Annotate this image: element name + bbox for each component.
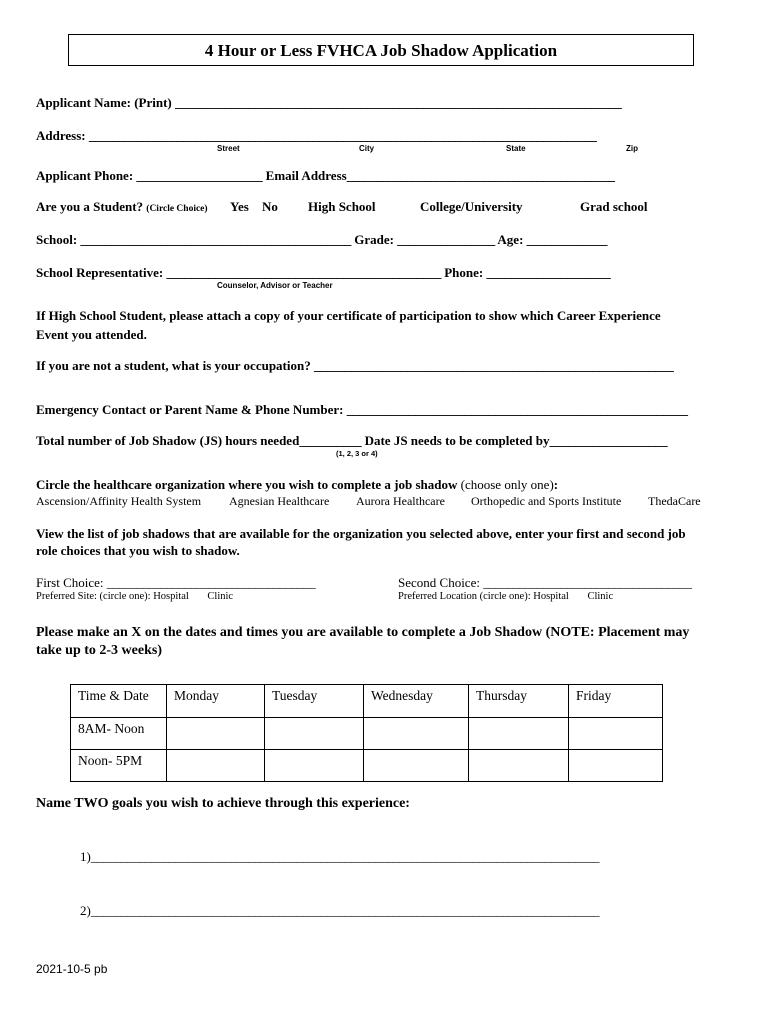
org-option-orthopedic[interactable]: Orthopedic and Sports Institute: [471, 494, 622, 508]
student-option-high-school[interactable]: High School: [308, 199, 376, 214]
table-row: [71, 750, 663, 782]
student-option-yes[interactable]: Yes: [230, 199, 249, 214]
goal-1: [80, 849, 599, 865]
address-row: [36, 128, 596, 144]
age-field[interactable]: _____________: [526, 232, 608, 247]
table-row: [71, 718, 663, 750]
email-field[interactable]: _____________________________________________: [346, 168, 615, 183]
student-option-no[interactable]: No: [262, 199, 278, 214]
view-list-line1: View the list of job shadows that are available for the organization you selected above, enter your first and second job: [36, 526, 686, 541]
goal-2-number: 2): [80, 903, 91, 918]
header-time-date: Time & Date: [71, 685, 167, 718]
cell-monday-morning[interactable]: [167, 718, 265, 750]
school-rep-caption: Counselor, Advisor or Teacher: [217, 281, 333, 290]
org-option-aurora[interactable]: Aurora Healthcare: [356, 494, 445, 508]
org-option-thedacare[interactable]: ThedaCare: [648, 494, 701, 508]
rep-phone-label: Phone:: [444, 265, 484, 280]
second-choice-field[interactable]: ___________________________________: [483, 575, 692, 590]
grade-label: Grade:: [354, 232, 394, 247]
header-thursday: Thursday: [469, 685, 569, 718]
org-option-ascension[interactable]: Ascension/Affinity Health System: [36, 494, 202, 508]
goal-1-number: 1): [80, 849, 91, 864]
school-rep-label: School Representative:: [36, 265, 164, 280]
address-state-caption: State: [506, 144, 526, 153]
first-choice-field[interactable]: ___________________________________: [106, 575, 316, 590]
hours-label: Total number of Job Shadow (JS) hours needed: [36, 433, 300, 448]
emergency-label: Emergency Contact or Parent Name & Phone Number:: [36, 402, 344, 417]
hs-note-line1: If High School Student, please attach a copy of your certificate of participation to show which Career Experience: [36, 308, 661, 323]
emergency-field[interactable]: _______________________________________________________: [346, 402, 688, 417]
school-rep-field[interactable]: _____________________________________________: [166, 265, 441, 280]
first-choice-row: [36, 575, 315, 591]
completion-date-field[interactable]: ___________________: [549, 433, 668, 448]
address-street-caption: Street: [217, 144, 240, 153]
grade-field[interactable]: ________________: [397, 232, 495, 247]
header-friday: Friday: [569, 685, 663, 718]
occupation-field[interactable]: __________________________________________________________: [313, 358, 674, 373]
first-choice-label: First Choice:: [36, 575, 104, 590]
school-row: [36, 232, 607, 248]
email-label: Email Address: [265, 168, 347, 183]
address-zip-caption: Zip: [626, 144, 638, 153]
cell-wednesday-morning[interactable]: [364, 718, 469, 750]
applicant-name-field[interactable]: ________________________________________________________________________: [175, 95, 622, 110]
address-city-caption: City: [359, 144, 375, 153]
cell-thursday-afternoon[interactable]: [469, 750, 569, 782]
applicant-phone-field[interactable]: ____________________: [136, 168, 263, 183]
header-wednesday: Wednesday: [364, 685, 469, 718]
second-choice-location: [398, 591, 613, 602]
applicant-phone-label: Applicant Phone:: [36, 168, 134, 183]
view-list-line2: role choices that you wish to shadow.: [36, 543, 240, 558]
cell-tuesday-morning[interactable]: [265, 718, 364, 750]
cell-wednesday-afternoon[interactable]: [364, 750, 469, 782]
cell-thursday-morning[interactable]: [469, 718, 569, 750]
school-label: School:: [36, 232, 78, 247]
student-label: Are you a Student?: [36, 199, 144, 214]
cell-monday-afternoon[interactable]: [167, 750, 265, 782]
address-label: Address:: [36, 128, 86, 143]
goals-label: Name TWO goals you wish to achieve through this experience:: [36, 796, 410, 811]
occupation-label: If you are not a student, what is your occupation?: [36, 358, 311, 373]
second-choice-label: Second Choice:: [398, 575, 480, 590]
age-label: Age:: [497, 232, 524, 247]
hs-note-line2: Event you attended.: [36, 327, 147, 342]
row-label-morning: 8AM- Noon: [71, 718, 167, 750]
rep-phone-field[interactable]: ____________________: [486, 265, 611, 280]
emergency-row: [36, 402, 688, 418]
availability-line1: Please make an X on the dates and times you are available to complete a Job Shadow (NOTE: Placement may: [36, 625, 690, 640]
form-title: 4 Hour or Less FVHCA Job Shadow Application: [68, 34, 694, 66]
student-option-college[interactable]: College/University: [420, 199, 523, 214]
first-choice-site-clinic[interactable]: Clinic: [207, 591, 234, 602]
first-choice-site-hospital[interactable]: Preferred Site: (circle one): Hospital: [36, 591, 189, 602]
student-label-group: [36, 199, 208, 215]
second-choice-location-clinic[interactable]: Clinic: [587, 591, 614, 602]
phone-email-row: [36, 168, 614, 184]
hours-field[interactable]: __________: [299, 433, 362, 448]
school-rep-row: [36, 265, 611, 281]
hours-row: [36, 433, 667, 449]
org-label-plain: (choose only one): [460, 477, 554, 492]
address-field[interactable]: ______________________________________________________________________________________: [88, 128, 597, 143]
second-choice-location-hospital[interactable]: Preferred Location (circle one): Hospital: [398, 591, 569, 602]
availability-line2: take up to 2-3 weeks): [36, 643, 162, 658]
cell-tuesday-afternoon[interactable]: [265, 750, 364, 782]
org-label-bold: Circle the healthcare organization where you wish to complete a job shadow: [36, 477, 458, 492]
goal-2: [80, 903, 599, 919]
first-choice-site: [36, 591, 233, 602]
header-monday: Monday: [167, 685, 265, 718]
goal-2-field[interactable]: ____________________________________________________________________________________: [90, 903, 600, 918]
occupation-row: [36, 358, 674, 374]
row-label-afternoon: Noon- 5PM: [71, 750, 167, 782]
availability-table: [70, 684, 663, 782]
student-option-grad-school[interactable]: Grad school: [580, 199, 648, 214]
completion-date-label: Date JS needs to be completed by: [364, 433, 550, 448]
header-tuesday: Tuesday: [265, 685, 364, 718]
school-field[interactable]: ____________________________________________: [80, 232, 352, 247]
student-hint: (Circle Choice): [146, 204, 208, 214]
org-option-agnesian[interactable]: Agnesian Healthcare: [229, 494, 330, 508]
second-choice-row: [398, 575, 691, 591]
footer-version: 2021-10-5 pb: [36, 962, 108, 976]
goal-1-field[interactable]: ____________________________________________________________________________________: [90, 849, 600, 864]
applicant-name-row: [36, 95, 621, 111]
org-label-end: :: [553, 477, 559, 492]
applicant-name-label: Applicant Name: (Print): [36, 95, 172, 110]
cell-friday-afternoon[interactable]: [569, 750, 663, 782]
table-header-row: [71, 685, 663, 718]
cell-friday-morning[interactable]: [569, 718, 663, 750]
hours-caption: (1, 2, 3 or 4): [336, 449, 378, 458]
org-instruction: [36, 477, 558, 493]
